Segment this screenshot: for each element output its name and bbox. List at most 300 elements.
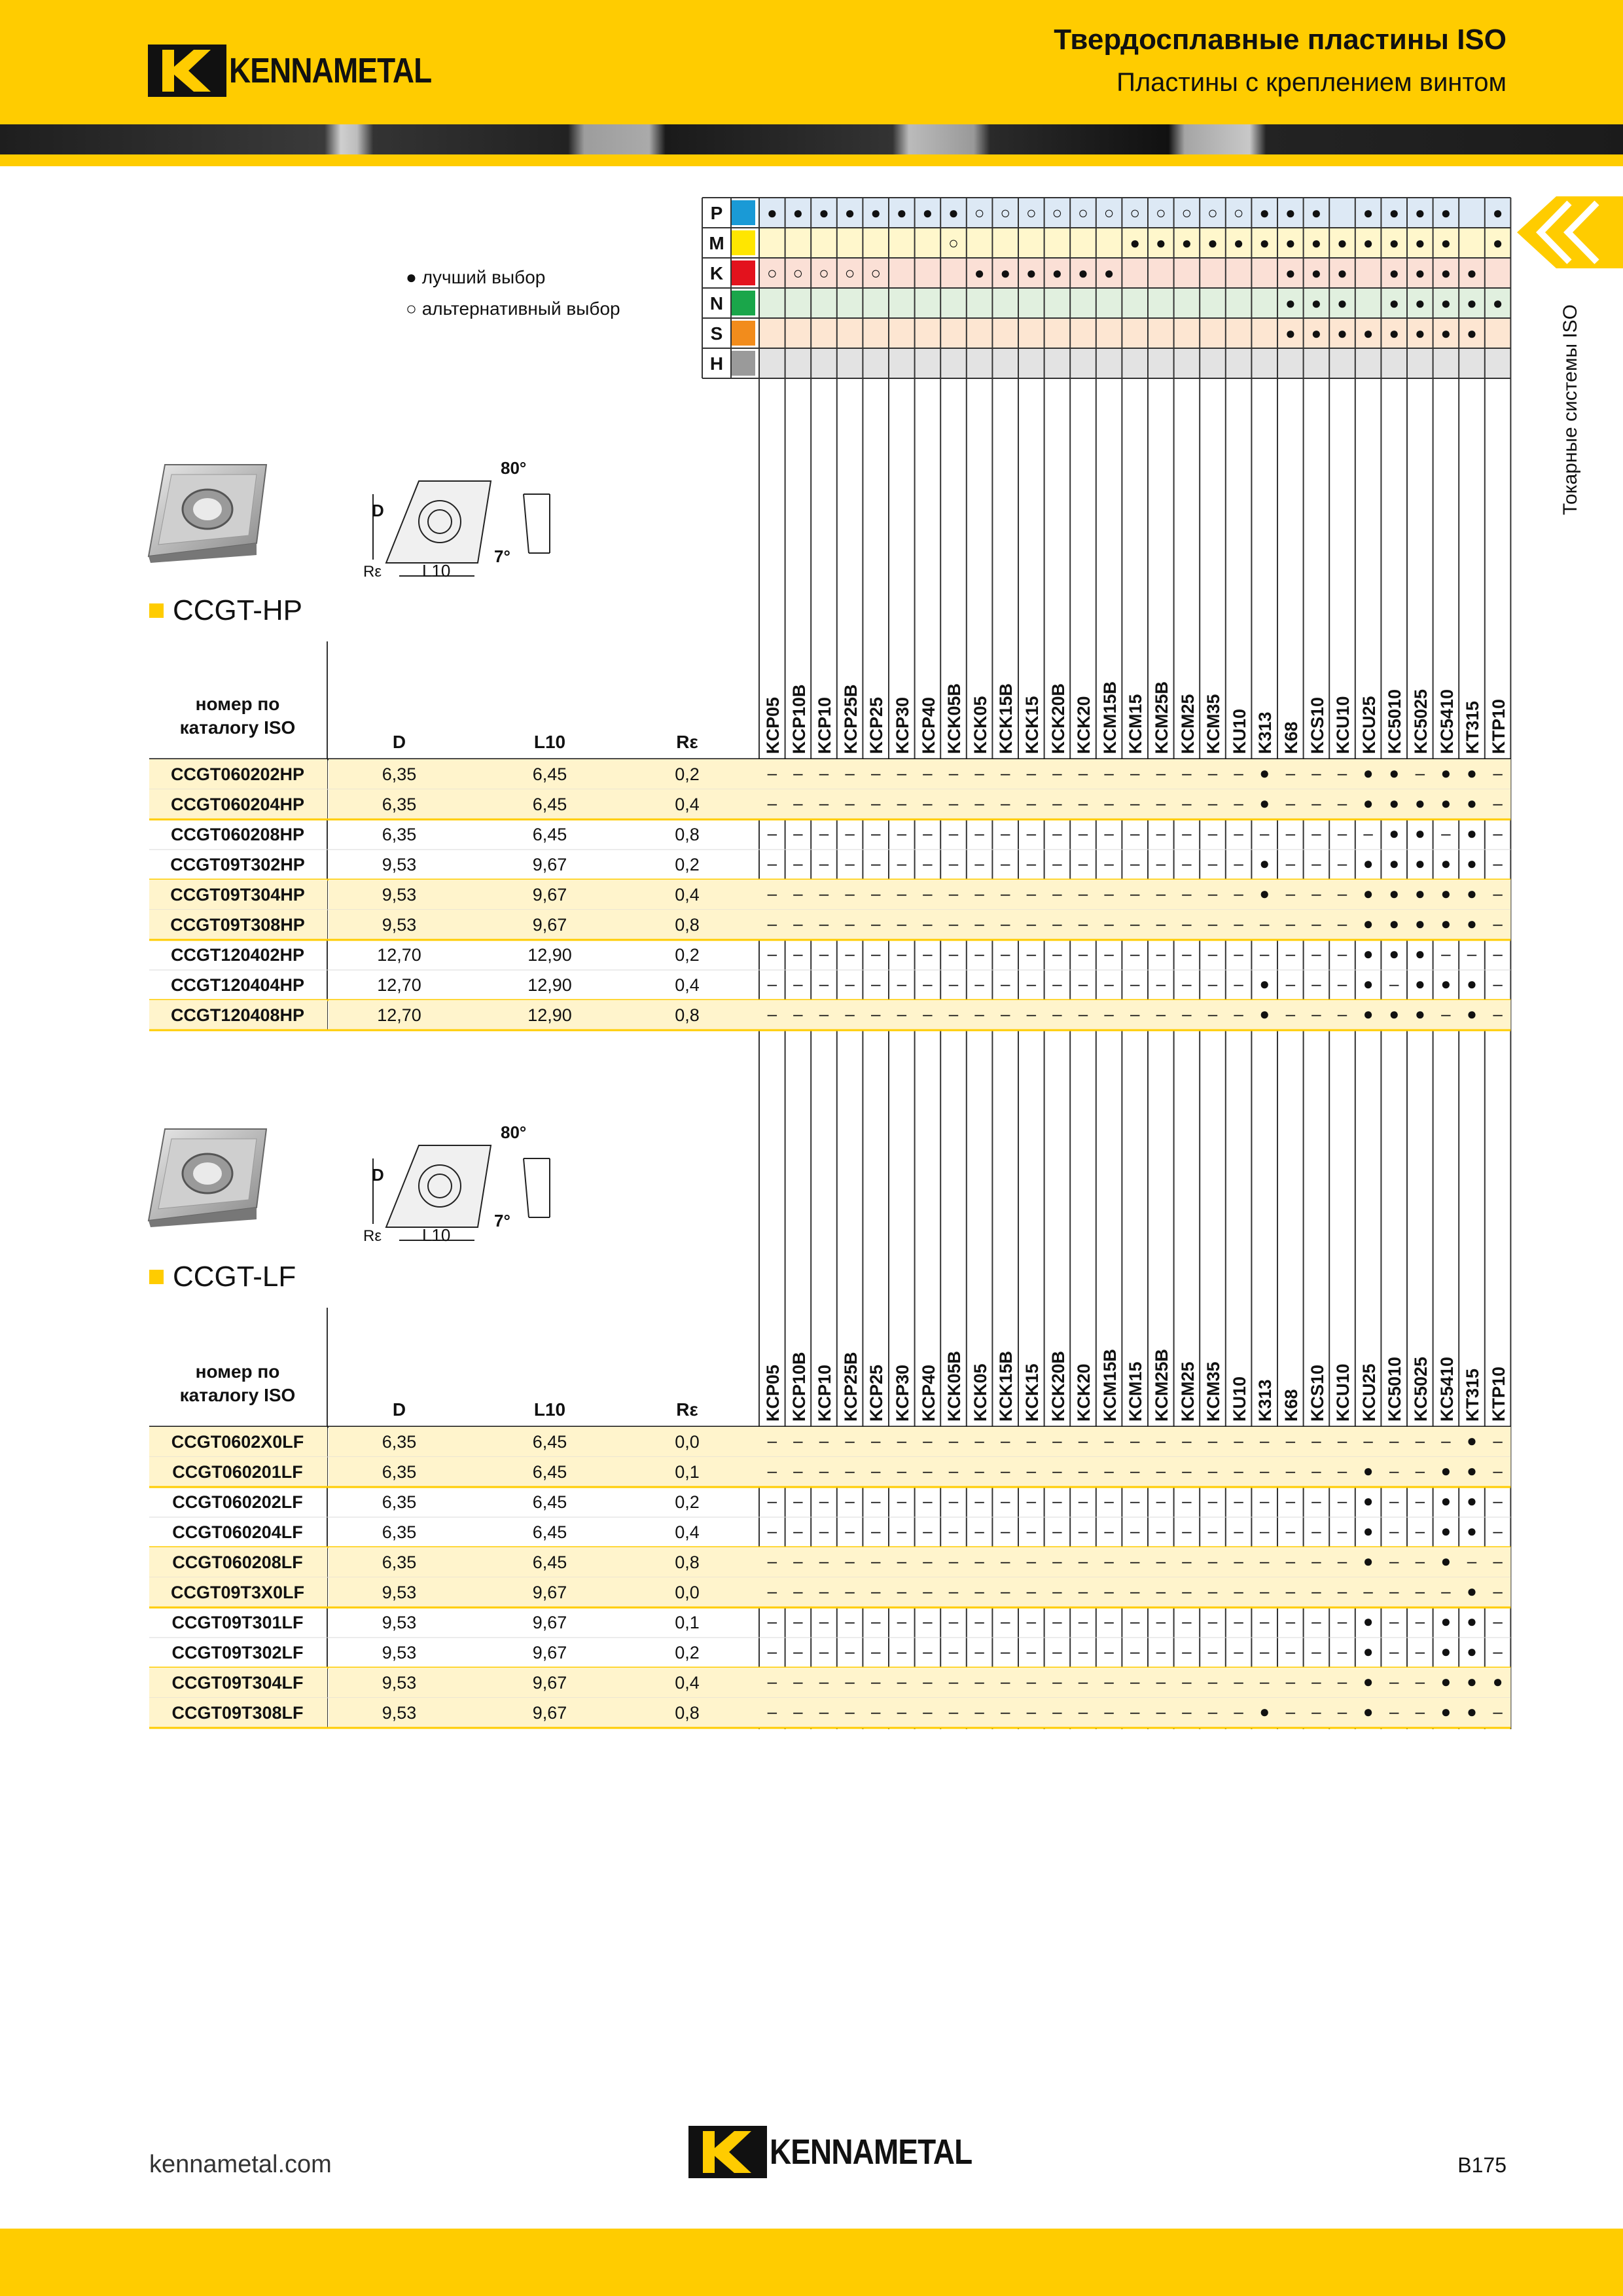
row-mark: ● — [1440, 914, 1452, 933]
row-mark: – — [1078, 1551, 1088, 1571]
iso-mark: ● — [1389, 263, 1400, 283]
row-mark: – — [1078, 1521, 1088, 1541]
row-mark: – — [1156, 1581, 1166, 1601]
row-mark: – — [1389, 1521, 1399, 1541]
row-mark: – — [793, 944, 803, 963]
page-title: Твердосплавные пластины ISO — [1054, 24, 1507, 56]
row-mark: – — [1156, 1004, 1166, 1024]
row-mark: – — [1337, 1702, 1347, 1721]
row-mark: – — [948, 1672, 959, 1691]
grade-label-KCP05: KCP05 — [763, 1364, 783, 1422]
row-mark: ● — [1363, 884, 1374, 903]
iso-mark: ● — [1414, 233, 1425, 253]
row-mark: ● — [1440, 1641, 1452, 1661]
row-mark: – — [1207, 763, 1218, 783]
table-row-re: 0,8 — [675, 1703, 700, 1723]
row-mark: – — [1130, 793, 1140, 813]
row-mark: – — [1311, 884, 1321, 903]
row-mark: – — [1000, 1702, 1010, 1721]
row-mark: ● — [1440, 763, 1452, 783]
grade-label-KCP25B: KCP25B — [840, 684, 861, 754]
row-mark: – — [870, 884, 881, 903]
row-mark: – — [974, 1581, 984, 1601]
row-mark: – — [1207, 884, 1218, 903]
row-mark: – — [1493, 1702, 1503, 1721]
row-mark: – — [897, 1611, 907, 1631]
table-row-d: 6,35 — [382, 1462, 417, 1482]
row-mark: – — [923, 853, 933, 873]
row-mark: – — [1156, 763, 1166, 783]
grade-label-KCS10: KCS10 — [1307, 696, 1327, 754]
row-mark: – — [1337, 793, 1347, 813]
row-mark: – — [1285, 763, 1296, 783]
grade-label-K313: K313 — [1255, 711, 1275, 754]
row-mark: – — [948, 1521, 959, 1541]
row-mark: ● — [1467, 853, 1477, 873]
row-mark: – — [1337, 1581, 1347, 1601]
iso-mark: ○ — [1207, 203, 1218, 223]
row-mark: ● — [1467, 793, 1477, 813]
row-mark: – — [923, 1551, 933, 1571]
row-mark: ● — [1440, 1672, 1452, 1691]
row-mark: – — [1130, 1702, 1140, 1721]
row-mark: ● — [1467, 1641, 1477, 1661]
row-mark: – — [1182, 793, 1192, 813]
row-mark: – — [1415, 1521, 1425, 1541]
col-header-catalog-l1: номер по — [195, 694, 280, 714]
row-mark: – — [1182, 853, 1192, 873]
row-mark: ● — [1467, 1581, 1477, 1601]
row-mark: ● — [1389, 914, 1400, 933]
page-subtitle: Пластины с креплением винтом — [1116, 68, 1507, 97]
row-mark: – — [1493, 1431, 1503, 1450]
row-mark: – — [1052, 1581, 1062, 1601]
row-mark: – — [1104, 1521, 1114, 1541]
row-mark: – — [845, 974, 855, 994]
row-mark: – — [1104, 853, 1114, 873]
grade-label-KCM15B: KCM15B — [1099, 1348, 1120, 1422]
row-mark: – — [1234, 823, 1243, 843]
footer-url[interactable]: kennametal.com — [149, 2151, 332, 2178]
row-mark: ● — [1363, 974, 1374, 994]
row-mark: – — [1311, 853, 1321, 873]
row-mark: – — [1234, 1004, 1243, 1024]
row-mark: – — [1026, 1004, 1037, 1024]
row-mark: – — [1285, 1551, 1296, 1571]
row-mark: – — [897, 884, 907, 903]
row-mark: – — [1311, 1672, 1321, 1691]
row-mark: – — [845, 1702, 855, 1721]
row-mark: – — [1337, 974, 1347, 994]
row-mark: – — [1182, 823, 1192, 843]
iso-mark: ● — [1311, 263, 1322, 283]
row-mark: ● — [1363, 1004, 1374, 1024]
table-row-code: CCGT060208LF — [172, 1552, 303, 1572]
row-mark: – — [1078, 1431, 1088, 1450]
row-mark: – — [1441, 823, 1451, 843]
row-mark: ● — [1440, 1461, 1452, 1480]
iso-mark: ● — [1285, 323, 1296, 343]
row-mark: – — [1337, 1641, 1347, 1661]
row-mark: – — [1493, 1461, 1503, 1480]
row-mark: – — [1000, 823, 1010, 843]
row-mark: – — [793, 1521, 803, 1541]
table-row-d: 9,53 — [382, 1613, 417, 1632]
row-mark: – — [1389, 974, 1399, 994]
row-mark: – — [1026, 1611, 1037, 1631]
row-mark: – — [845, 1491, 855, 1511]
row-mark: ● — [1440, 853, 1452, 873]
row-mark: – — [1052, 1521, 1062, 1541]
row-mark: – — [1363, 1581, 1373, 1601]
iso-mark: ● — [1259, 203, 1270, 223]
iso-mark: ● — [1311, 293, 1322, 313]
grade-label-KCU10: KCU10 — [1333, 696, 1353, 754]
iso-mark: ○ — [1130, 203, 1141, 223]
row-mark: – — [819, 884, 829, 903]
row-mark: – — [897, 1461, 907, 1480]
row-mark: – — [1415, 1551, 1425, 1571]
grade-label-KCS10: KCS10 — [1307, 1364, 1327, 1422]
row-mark: – — [897, 1551, 907, 1571]
grade-label-KCP10B: KCP10B — [789, 684, 809, 754]
row-mark: – — [1052, 1702, 1062, 1721]
row-mark: – — [897, 793, 907, 813]
iso-mark: ● — [1337, 293, 1347, 313]
grade-label-KCM15B: KCM15B — [1099, 681, 1120, 754]
row-mark: ● — [1467, 823, 1477, 843]
iso-group-P: P — [710, 203, 723, 223]
row-mark: – — [819, 1702, 829, 1721]
row-mark: – — [923, 1672, 933, 1691]
grade-label-KCM25B: KCM25B — [1152, 681, 1171, 754]
row-mark: – — [1078, 1641, 1088, 1661]
row-mark: – — [1389, 1461, 1399, 1480]
col-header-re: Rε — [676, 1399, 698, 1420]
row-mark: – — [1000, 1611, 1010, 1631]
row-mark: – — [1104, 1641, 1114, 1661]
row-mark: – — [1259, 944, 1270, 963]
row-mark: ● — [1363, 853, 1374, 873]
row-mark: – — [1337, 884, 1347, 903]
row-mark: – — [845, 793, 855, 813]
row-mark: – — [1000, 974, 1010, 994]
row-mark: – — [767, 1461, 777, 1480]
row-mark: – — [1311, 974, 1321, 994]
row-mark: – — [974, 1672, 984, 1691]
row-mark: – — [1337, 1461, 1347, 1480]
row-mark: – — [1415, 1581, 1425, 1601]
row-mark: – — [1285, 914, 1296, 933]
row-mark: – — [1130, 884, 1140, 903]
iso-mark: ● — [1414, 203, 1425, 223]
row-mark: – — [1493, 793, 1503, 813]
grade-label-KC5025: KC5025 — [1411, 1356, 1431, 1422]
grade-label-KCM25: KCM25 — [1177, 1361, 1198, 1422]
row-mark: – — [870, 1461, 881, 1480]
row-mark: ● — [1363, 944, 1374, 963]
grade-label-KCM35: KCM35 — [1204, 1361, 1224, 1422]
row-mark: – — [923, 914, 933, 933]
row-mark: – — [1285, 1581, 1296, 1601]
row-mark: – — [819, 1004, 829, 1024]
row-mark: – — [1493, 944, 1503, 963]
row-mark: – — [1182, 1521, 1192, 1541]
row-mark: – — [1182, 1611, 1192, 1631]
iso-mark: ● — [819, 203, 829, 223]
iso-mark: ● — [1026, 263, 1037, 283]
row-mark: – — [1207, 823, 1218, 843]
row-mark: – — [948, 1491, 959, 1511]
row-mark: – — [897, 1004, 907, 1024]
row-mark: – — [1182, 1672, 1192, 1691]
row-mark: – — [1026, 944, 1037, 963]
grade-label-KCP25: KCP25 — [866, 696, 887, 754]
row-mark: – — [1363, 1431, 1373, 1450]
row-mark: – — [1078, 1611, 1088, 1631]
row-mark: – — [1000, 1641, 1010, 1661]
row-mark: – — [1078, 1672, 1088, 1691]
row-mark: – — [1078, 1702, 1088, 1721]
row-mark: – — [948, 944, 959, 963]
row-mark: – — [948, 914, 959, 933]
row-mark: – — [1026, 1491, 1037, 1511]
row-mark: – — [1078, 914, 1088, 933]
row-mark: – — [793, 793, 803, 813]
row-mark: – — [1389, 1672, 1399, 1691]
row-mark: ● — [1440, 884, 1452, 903]
col-header-re: Rε — [676, 732, 698, 752]
col-header-d: D — [392, 1399, 406, 1420]
grade-label-KCP30: KCP30 — [893, 696, 912, 754]
row-mark: ● — [1467, 1461, 1477, 1480]
grade-label-KCU25: KCU25 — [1359, 696, 1379, 754]
row-mark: – — [819, 1641, 829, 1661]
row-mark: – — [1311, 1521, 1321, 1541]
row-mark: – — [1337, 914, 1347, 933]
row-mark: – — [845, 914, 855, 933]
row-mark: – — [1207, 1491, 1218, 1511]
grade-label-KCU10: KCU10 — [1333, 1363, 1353, 1422]
row-mark: – — [1130, 974, 1140, 994]
row-mark: – — [845, 763, 855, 783]
row-mark: – — [1130, 1461, 1140, 1480]
row-mark: – — [819, 1581, 829, 1601]
row-mark: – — [1467, 944, 1477, 963]
table-row-l10: 9,67 — [532, 855, 567, 874]
table-row-code: CCGT060202HP — [170, 764, 305, 784]
row-mark: – — [974, 1611, 984, 1631]
row-mark: – — [897, 1672, 907, 1691]
table-row-l10: 9,67 — [532, 885, 567, 905]
row-mark: – — [1285, 1672, 1296, 1691]
row-mark: – — [1130, 1581, 1140, 1601]
iso-mark: ● — [1414, 323, 1425, 343]
row-mark: – — [974, 944, 984, 963]
iso-mark: ● — [1052, 263, 1063, 283]
table-row-l10: 6,45 — [532, 1522, 567, 1542]
row-mark: – — [1156, 1521, 1166, 1541]
row-mark: – — [870, 1004, 881, 1024]
row-mark: – — [948, 1431, 959, 1450]
row-mark: – — [1000, 853, 1010, 873]
row-mark: – — [1130, 1431, 1140, 1450]
table-row-l10: 6,45 — [532, 1462, 567, 1482]
table-row-d: 9,53 — [382, 1673, 417, 1693]
iso-mark: ● — [1181, 233, 1192, 253]
row-mark: – — [974, 1551, 984, 1571]
row-mark: – — [1182, 914, 1192, 933]
row-mark: – — [1104, 944, 1114, 963]
row-mark: – — [1311, 823, 1321, 843]
col-header-d: D — [392, 732, 406, 752]
row-mark: – — [1130, 1641, 1140, 1661]
table-row-code: CCGT060201LF — [172, 1462, 303, 1482]
row-mark: – — [1207, 1431, 1218, 1450]
grade-label-KCM25B: KCM25B — [1152, 1348, 1171, 1422]
grade-label-KCM25: KCM25 — [1177, 694, 1198, 754]
iso-mark: ○ — [974, 203, 985, 223]
row-mark: – — [923, 944, 933, 963]
row-mark: – — [767, 1521, 777, 1541]
row-mark: – — [793, 1004, 803, 1024]
row-mark: – — [1104, 1672, 1114, 1691]
row-mark: – — [845, 1581, 855, 1601]
table-row-re: 0,2 — [675, 1643, 700, 1662]
table-row-re: 0,1 — [675, 1462, 700, 1482]
row-mark: – — [1234, 1521, 1243, 1541]
iso-mark: ● — [974, 263, 985, 283]
row-mark: – — [845, 1461, 855, 1480]
table-row-re: 0,0 — [675, 1583, 700, 1602]
row-mark: – — [1052, 914, 1062, 933]
row-mark: ● — [1467, 1004, 1477, 1024]
row-mark: – — [1000, 1551, 1010, 1571]
row-mark: – — [1156, 884, 1166, 903]
row-mark: – — [819, 1551, 829, 1571]
row-mark: – — [1415, 1641, 1425, 1661]
table-row-code: CCGT09T302HP — [170, 855, 305, 874]
row-mark: – — [897, 974, 907, 994]
row-mark: – — [1026, 1581, 1037, 1601]
row-mark: – — [1130, 1672, 1140, 1691]
table-row-d: 6,35 — [382, 795, 417, 814]
iso-mark: ● — [1103, 263, 1115, 283]
row-mark: – — [974, 884, 984, 903]
grade-label-KCP25B: KCP25B — [840, 1352, 861, 1422]
iso-mark: ○ — [948, 233, 959, 253]
iso-mark: ● — [948, 203, 959, 223]
row-mark: – — [1311, 1611, 1321, 1631]
row-mark: – — [1052, 1551, 1062, 1571]
iso-mark: ○ — [870, 263, 882, 283]
row-mark: – — [1182, 1431, 1192, 1450]
iso-mark: ● — [1311, 203, 1322, 223]
row-mark: ● — [1440, 793, 1452, 813]
row-mark: – — [1234, 763, 1243, 783]
row-mark: – — [1078, 793, 1088, 813]
table-row-d: 9,53 — [382, 1643, 417, 1662]
row-mark: – — [1311, 914, 1321, 933]
row-mark: – — [1104, 793, 1114, 813]
row-mark: – — [1156, 1611, 1166, 1631]
row-mark: – — [1026, 823, 1037, 843]
iso-mark: ● — [1285, 263, 1296, 283]
row-mark: – — [1104, 1581, 1114, 1601]
row-mark: – — [793, 1641, 803, 1661]
row-mark: ● — [1363, 793, 1374, 813]
row-mark: – — [1259, 1431, 1270, 1450]
row-mark: ● — [1467, 1702, 1477, 1721]
row-mark: – — [1182, 1461, 1192, 1480]
row-mark: – — [1259, 1611, 1270, 1631]
row-mark: – — [1389, 1431, 1399, 1450]
row-mark: – — [1026, 1521, 1037, 1541]
row-mark: – — [1156, 1641, 1166, 1661]
row-mark: – — [767, 853, 777, 873]
row-mark: – — [1363, 823, 1373, 843]
iso-mark: ● — [1337, 323, 1347, 343]
row-mark: ● — [1492, 1672, 1503, 1691]
row-mark: – — [1156, 944, 1166, 963]
row-mark: – — [974, 914, 984, 933]
row-mark: – — [845, 884, 855, 903]
row-mark: – — [1493, 1004, 1503, 1024]
brand-name: KENNAMETAL — [229, 51, 432, 90]
row-mark: – — [1389, 1641, 1399, 1661]
row-mark: – — [1207, 914, 1218, 933]
row-mark: – — [1182, 1551, 1192, 1571]
row-mark: ● — [1414, 793, 1425, 813]
row-mark: – — [897, 1581, 907, 1601]
table-row-code: CCGT060204HP — [170, 795, 305, 814]
row-mark: – — [1052, 853, 1062, 873]
row-mark: ● — [1259, 1004, 1270, 1024]
row-mark: – — [793, 853, 803, 873]
row-mark: – — [1026, 974, 1037, 994]
row-mark: – — [1285, 853, 1296, 873]
table-row-d: 9,53 — [382, 1703, 417, 1723]
row-mark: – — [1078, 823, 1088, 843]
row-mark: – — [1052, 974, 1062, 994]
row-mark: – — [1182, 1702, 1192, 1721]
row-mark: – — [1026, 1431, 1037, 1450]
row-mark: ● — [1363, 1702, 1374, 1721]
row-mark: – — [1337, 1521, 1347, 1541]
row-mark: – — [923, 1702, 933, 1721]
row-mark: – — [1182, 974, 1192, 994]
iso-mark: ○ — [819, 263, 829, 283]
table-row-d: 6,35 — [382, 825, 417, 844]
row-mark: – — [819, 853, 829, 873]
row-mark: – — [948, 1004, 959, 1024]
row-mark: – — [819, 974, 829, 994]
iso-mark: ● — [896, 203, 907, 223]
row-mark: – — [767, 1581, 777, 1601]
row-mark: – — [1156, 1672, 1166, 1691]
row-mark: – — [870, 1521, 881, 1541]
iso-mark: ● — [1467, 263, 1477, 283]
row-mark: – — [1234, 1551, 1243, 1571]
row-mark: – — [767, 914, 777, 933]
row-mark: – — [1285, 884, 1296, 903]
row-mark: ● — [1389, 1004, 1400, 1024]
row-mark: – — [870, 914, 881, 933]
row-mark: – — [1234, 1581, 1243, 1601]
row-mark: – — [1337, 1004, 1347, 1024]
row-mark: – — [1130, 944, 1140, 963]
row-mark: – — [767, 1431, 777, 1450]
